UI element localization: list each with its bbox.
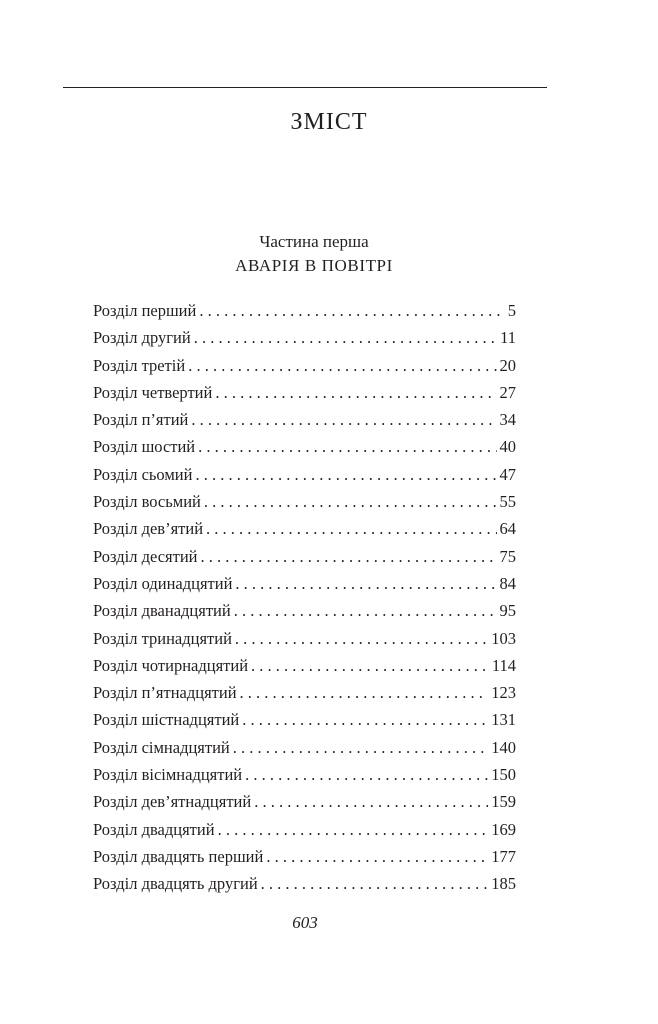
dot-leader	[201, 543, 497, 570]
toc-entry-label: Розділ шістнадцятий	[93, 710, 240, 730]
dot-leader	[251, 652, 489, 679]
toc-entry-label: Розділ четвертий	[93, 382, 213, 402]
toc-entry[interactable]	[93, 734, 516, 761]
toc-entry-label: Розділ дванадцятий	[93, 601, 231, 621]
toc-entry-page: 34	[499, 410, 516, 430]
toc-entry-page: 95	[499, 601, 516, 621]
toc-entry[interactable]	[93, 652, 516, 679]
dot-leader	[235, 570, 496, 597]
toc-entry[interactable]	[93, 679, 516, 706]
toc-entry-page: 169	[491, 819, 516, 839]
toc-entry[interactable]	[93, 406, 516, 433]
toc-entry[interactable]	[93, 870, 516, 897]
toc-entry[interactable]	[93, 433, 516, 460]
page-number: 603	[292, 913, 318, 932]
part-label: Частина перша	[259, 232, 369, 251]
dot-leader	[198, 433, 496, 460]
toc-entry-page: 64	[499, 519, 516, 539]
toc-entry-label: Розділ шостий	[93, 437, 196, 457]
toc-entry-page: 20	[499, 355, 516, 375]
toc-entry-page: 150	[491, 765, 516, 785]
toc-entry[interactable]	[93, 597, 516, 624]
part-title: АВАРІЯ В ПОВІТРІ	[235, 256, 393, 275]
dot-leader	[235, 625, 488, 652]
toc-entry-label: Розділ десятий	[93, 546, 198, 566]
toc-entry-label: Розділ третій	[93, 355, 186, 375]
toc-entry-page: 55	[499, 492, 516, 512]
toc-entry-page: 84	[499, 573, 516, 593]
toc-entry-label: Розділ дев’ятий	[93, 519, 204, 539]
toc-entry[interactable]	[93, 297, 516, 324]
dot-leader	[266, 843, 488, 870]
toc-entry[interactable]	[93, 625, 516, 652]
toc-entry[interactable]	[93, 761, 516, 788]
toc-entry[interactable]	[93, 461, 516, 488]
toc-entry[interactable]	[93, 843, 516, 870]
toc-entry-label: Розділ п’ятнадцятий	[93, 683, 237, 703]
table-of-contents	[93, 297, 516, 898]
toc-entry[interactable]	[93, 488, 516, 515]
dot-leader	[240, 679, 489, 706]
toc-entry-label: Розділ вісімнадцятий	[93, 765, 243, 785]
dot-leader	[199, 297, 504, 324]
toc-entry[interactable]	[93, 816, 516, 843]
toc-entry[interactable]	[93, 788, 516, 815]
toc-entry-label: Розділ тринадцятий	[93, 628, 232, 648]
dot-leader	[234, 597, 497, 624]
toc-entry-page: 40	[499, 437, 516, 457]
toc-entry-page: 5	[507, 301, 516, 320]
toc-entry-page: 177	[491, 846, 516, 866]
toc-entry[interactable]	[93, 706, 516, 733]
toc-entry[interactable]	[93, 379, 516, 406]
toc-entry-page: 27	[499, 382, 516, 402]
dot-leader	[194, 324, 497, 351]
toc-entry-label: Розділ двадцять другий	[93, 874, 258, 894]
toc-entry-page: 11	[500, 328, 516, 348]
toc-entry-label: Розділ другий	[93, 328, 191, 348]
dot-leader	[191, 406, 496, 433]
dot-leader	[218, 816, 489, 843]
dot-leader	[242, 706, 488, 733]
toc-entry-label: Розділ сьомий	[93, 464, 193, 484]
toc-entry-label: Розділ двадцять перший	[93, 846, 264, 866]
dot-leader	[245, 761, 488, 788]
toc-entry-label: Розділ перший	[93, 301, 197, 320]
top-rule	[63, 87, 547, 88]
toc-entry-label: Розділ п’ятий	[93, 410, 189, 430]
dot-leader	[204, 488, 497, 515]
dot-leader	[233, 734, 488, 761]
toc-entry-page: 131	[491, 710, 516, 730]
toc-entry-label: Розділ чотирнадцятий	[93, 655, 249, 675]
page-title: ЗМІСТ	[290, 109, 368, 135]
toc-entry-page: 140	[491, 737, 516, 757]
toc-entry[interactable]	[93, 324, 516, 351]
toc-entry[interactable]	[93, 352, 516, 379]
toc-entry-page: 185	[491, 874, 516, 894]
dot-leader	[206, 515, 496, 542]
dot-leader	[254, 788, 488, 815]
toc-entry-page: 114	[491, 655, 516, 675]
toc-entry-label: Розділ двадцятий	[93, 819, 215, 839]
toc-entry-page: 75	[499, 546, 516, 566]
toc-entry-label: Розділ сімнадцятий	[93, 737, 230, 757]
toc-entry-label: Розділ восьмий	[93, 492, 201, 512]
toc-entry[interactable]	[93, 543, 516, 570]
dot-leader	[261, 870, 489, 897]
toc-entry[interactable]	[93, 570, 516, 597]
toc-entry-label: Розділ дев’ятнадцятий	[93, 792, 252, 812]
toc-entry-page: 159	[491, 792, 516, 812]
toc-entry-page: 123	[491, 683, 516, 703]
toc-entry-label: Розділ одинадцятий	[93, 573, 233, 593]
dot-leader	[195, 461, 496, 488]
dot-leader	[215, 379, 496, 406]
dot-leader	[188, 352, 496, 379]
toc-entry-page: 47	[499, 464, 516, 484]
toc-entry-page: 103	[491, 628, 516, 648]
toc-entry[interactable]	[93, 515, 516, 542]
